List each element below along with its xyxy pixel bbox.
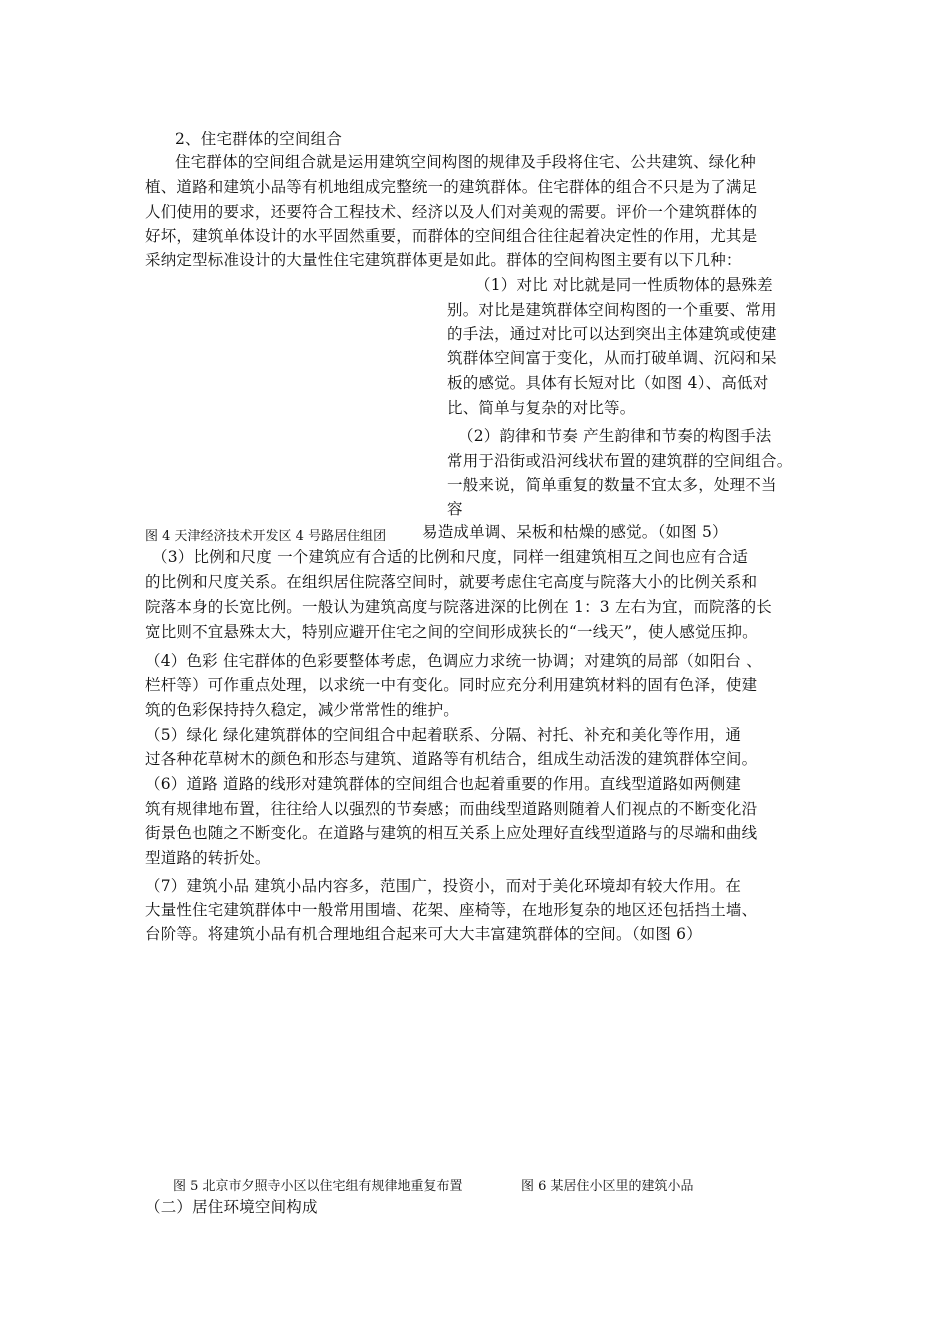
scale-line: 的比例和尺度关系。在组织居住院落空间时，就要考虑住宅高度与院落大小的比例关系和 — [145, 573, 758, 591]
intro-line: 住宅群体的空间组合就是运用建筑空间构图的规律及手段将住宅、公共建筑、绿化种 — [175, 153, 756, 171]
contrast-line: 的手法，通过对比可以达到突出主体建筑或使建 — [447, 325, 777, 343]
section-heading-residential-environment: （二）居住环境空间构成 — [145, 1198, 318, 1216]
greening-line: 过各种花草树木的颜色和形态与建筑、道路等有机结合，组成生动活泼的建筑群体空间。 — [145, 750, 758, 768]
rhythm-line: （2）韵律和节奏 产生韵律和节奏的构图手法 — [458, 427, 772, 445]
figure-4-caption: 图 4 天津经济技术开发区 4 号路居住组团 — [145, 529, 387, 544]
features-line: （7）建筑小品 建筑小品内容多，范围广，投资小，而对于美化环境却有较大作用。在 — [145, 877, 742, 895]
road-line: 型道路的转折处。 — [145, 849, 271, 867]
color-line: （4）色彩 住宅群体的色彩要整体考虑，色调应力求统一协调；对建筑的局部（如阳台 、 — [145, 652, 762, 670]
scale-line: （3）比例和尺度 一个建筑应有合适的比例和尺度，同样一组建筑相互之间也应有合适 — [152, 548, 749, 566]
intro-line: 植、道路和建筑小品等有机地组成完整统一的建筑群体。住宅群体的组合不只是为了满足 — [145, 178, 758, 196]
contrast-line: 板的感觉。具体有长短对比（如图 4）、高低对 — [447, 374, 769, 392]
intro-line: 好坏，建筑单体设计的水平固然重要，而群体的空间组合往往起着决定性的作用，尤其是 — [145, 227, 758, 245]
rhythm-line: 容 — [447, 500, 463, 518]
color-line: 筑的色彩保持持久稳定，减少常常性的维护。 — [145, 701, 460, 719]
intro-line: 人们使用的要求，还要符合工程技术、经济以及人们对美观的需要。评价一个建筑群体的 — [145, 203, 758, 221]
road-line: 筑有规律地布置，往往给人以强烈的节奏感；而曲线型道路则随着人们视点的不断变化沿 — [145, 800, 758, 818]
features-line: 台阶等。将建筑小品有机合理地组合起来可大大丰富建筑群体的空间。（如图 6） — [145, 925, 702, 943]
contrast-line: 比、简单与复杂的对比等。 — [447, 399, 636, 417]
features-line: 大量性住宅建筑群体中一般常用围墙、花架、座椅等，在地形复杂的地区还包括挡土墙、 — [145, 901, 758, 919]
scale-line: 院落本身的长宽比例。一般认为建筑高度与院落进深的比例在 1：3 左右为宜，而院落的长 — [145, 598, 772, 616]
contrast-line: （1）对比 对比就是同一性质物体的悬殊差 — [475, 276, 773, 294]
figure-6-caption: 图 6 某居住小区里的建筑小品 — [521, 1179, 694, 1194]
road-line: 街景色也随之不断变化。在道路与建筑的相互关系上应处理好直线型道路与的尽端和曲线 — [145, 824, 758, 842]
greening-line: （5）绿化 绿化建筑群体的空间组合中起着联系、分隔、衬托、补充和美化等作用，通 — [145, 726, 742, 744]
section-heading-2: 2、住宅群体的空间组合 — [175, 130, 343, 148]
figure-6-image — [515, 955, 735, 1165]
contrast-line: 别。对比是建筑群体空间构图的一个重要、常用 — [447, 301, 777, 319]
road-line: （6）道路 道路的线形对建筑群体的空间组合也起着重要的作用。直线型道路如两侧建 — [145, 775, 742, 793]
intro-line: 采纳定型标准设计的大量性住宅建筑群体更是如此。群体的空间构图主要有以下几种： — [145, 251, 742, 269]
rhythm-line: 一般来说，简单重复的数量不宜太多，处理不当 — [447, 476, 777, 494]
figure-5-caption: 图 5 北京市夕照寺小区以住宅组有规律地重复布置 — [173, 1179, 463, 1194]
figure-5-image — [145, 955, 495, 1165]
color-line: 栏杆等）可作重点处理，以求统一中有变化。同时应充分利用建筑材料的固有色泽，使建 — [145, 676, 758, 694]
figure-4-image — [145, 276, 435, 516]
rhythm-line: 常用于沿街或沿河线状布置的建筑群的空间组合。 — [447, 452, 793, 470]
contrast-line: 筑群体空间富于变化，从而打破单调、沉闷和呆 — [447, 349, 777, 367]
scale-line: 宽比则不宜悬殊太大，特别应避开住宅之间的空间形成狭长的“一线天”，使人感觉压抑。 — [145, 623, 758, 641]
rhythm-continuation: 易造成单调、呆板和枯燥的感觉。（如图 5） — [422, 523, 728, 541]
